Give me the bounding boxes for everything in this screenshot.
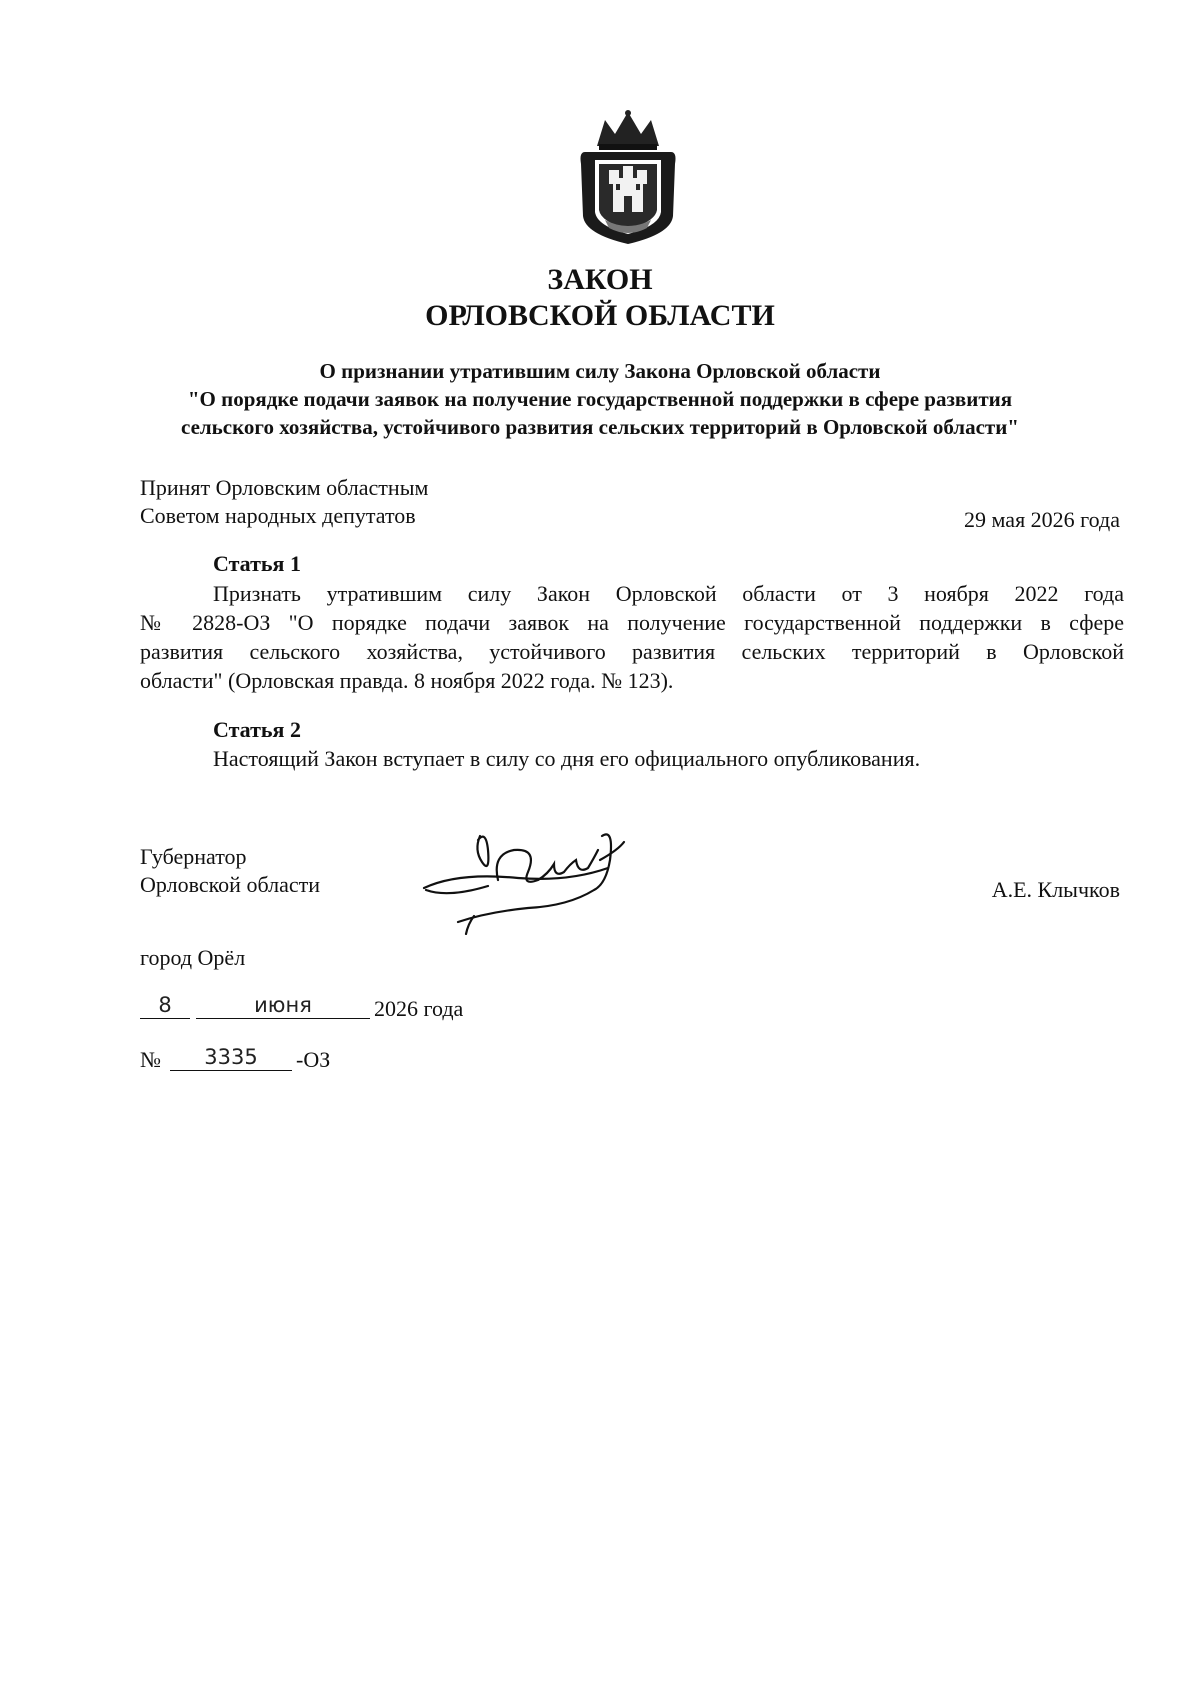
coat-of-arms-icon xyxy=(575,108,681,248)
law-subtitle-line: сельского хозяйства, устойчивого развития сельских территорий в Орловской области" xyxy=(181,415,1019,439)
signed-month: июня xyxy=(196,993,370,1019)
article-text-line: Настоящий Закон вступает в силу со дня его официального опубликования. xyxy=(213,746,921,771)
law-number-suffix: -ОЗ xyxy=(296,1047,331,1072)
law-subtitle-line: "О порядке подачи заявок на получение государственной поддержки в сфере развития xyxy=(187,387,1013,411)
signatory-title: Орловской области xyxy=(140,872,320,897)
signed-day: 8 xyxy=(140,993,190,1019)
adoption-body-line: Принят Орловским областным xyxy=(140,475,429,500)
document-title: ЗАКОН xyxy=(547,263,653,296)
article-heading: Статья 2 xyxy=(213,717,301,742)
document-region: ОРЛОВСКОЙ ОБЛАСТИ xyxy=(425,299,775,332)
law-subtitle-line: О признании утратившим силу Закона Орловской области xyxy=(319,359,881,383)
law-number-value: 3335 xyxy=(170,1045,292,1071)
adoption-body-line: Советом народных депутатов xyxy=(140,503,416,528)
signatory-name: А.Е. Клычков xyxy=(991,877,1120,902)
article-text-line: области" (Орловская правда. 8 ноября 2022 года. № 123). xyxy=(140,668,674,693)
article-text-line: развития сельского хозяйства, устойчивого развития сельских территорий в Орловской xyxy=(140,639,1124,664)
law-number-prefix: № xyxy=(140,1047,161,1072)
article-text-line: Признать утратившим силу Закон Орловской области от 3 ноября 2022 года xyxy=(213,581,1124,606)
article-heading: Статья 1 xyxy=(213,551,301,576)
handwritten-signature xyxy=(418,820,658,935)
place-of-signing: город Орёл xyxy=(140,945,246,970)
signed-year: 2026 года xyxy=(374,996,464,1021)
adoption-date: 29 мая 2026 года xyxy=(964,507,1120,532)
article-text-line: № 2828-ОЗ "О порядке подачи заявок на получение государственной поддержки в сфере xyxy=(140,610,1124,635)
signatory-title: Губернатор xyxy=(140,844,247,869)
